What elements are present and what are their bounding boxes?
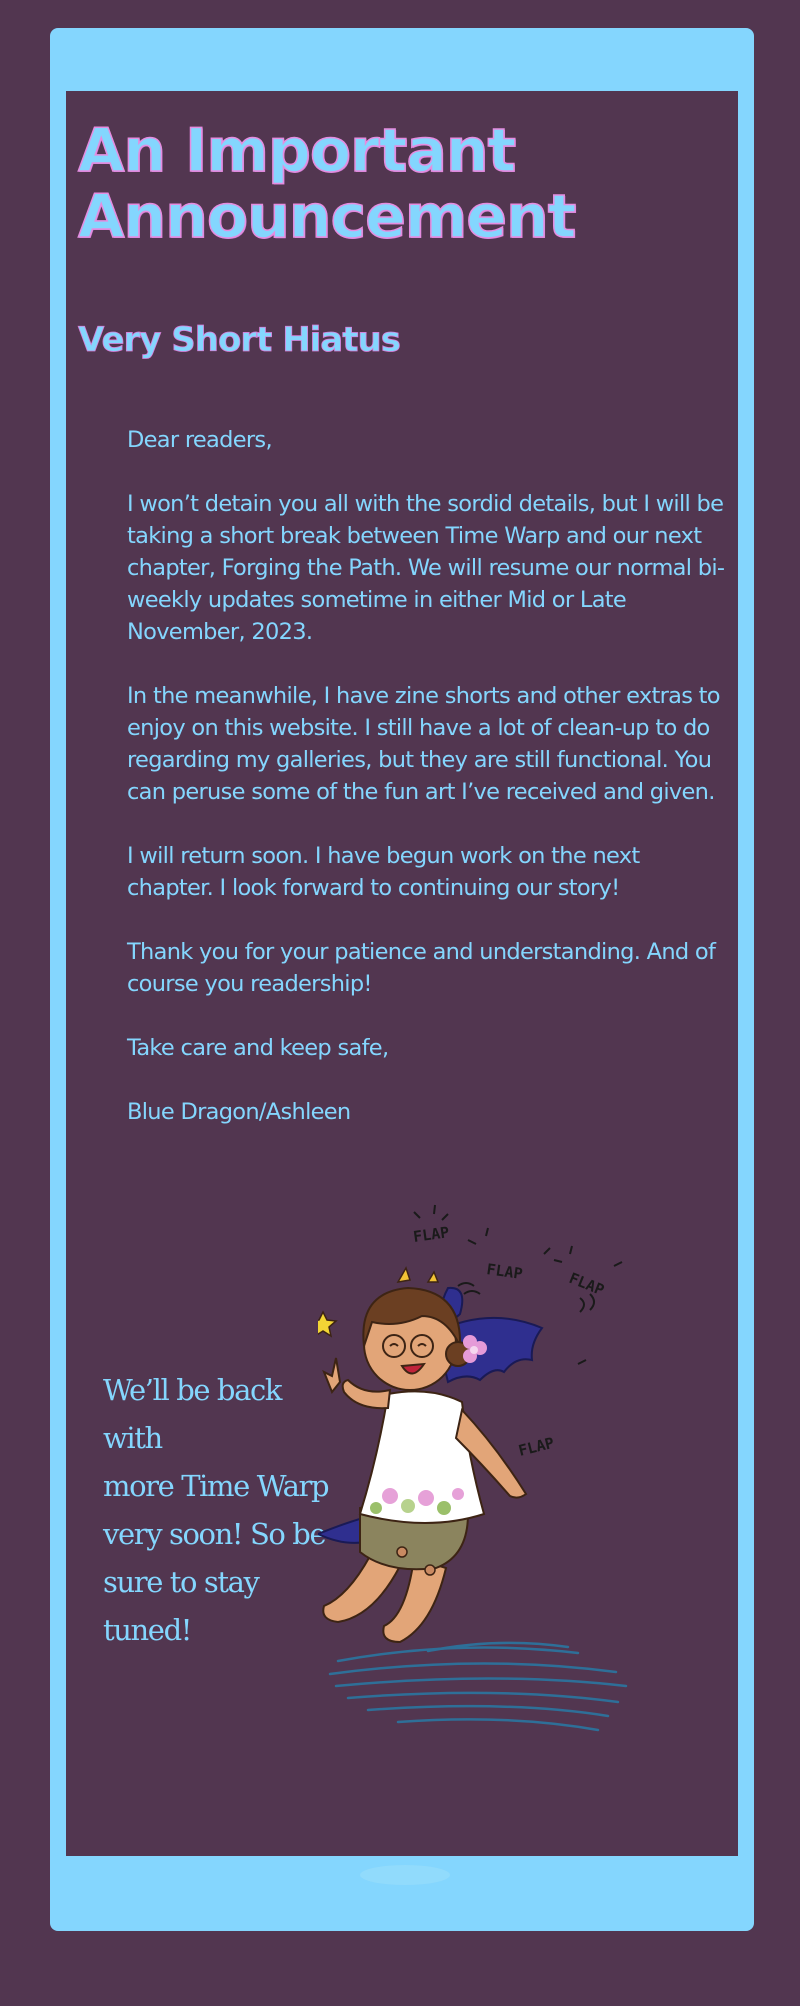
flying-character-illustration [318, 1196, 718, 1736]
letter-paragraph: I won’t detain you all with the sordid details, but I will be taking a short break between Time Warp and our next chapter, Forging the Path. We will resume our normal bi-weekly updates sometime in either Mid or Late November, 2023. [127, 491, 725, 645]
title-line-2: Announcement [78, 182, 576, 252]
flap-sound-effect: FLAP [566, 1269, 607, 1300]
title-line-1: An Important [78, 116, 516, 186]
caption-line: very soon! So be [103, 1517, 326, 1551]
letter-closing: Take care and keep safe, [127, 1035, 389, 1061]
caption-line: tuned! [103, 1613, 191, 1647]
caption-line: We’ll be back with [103, 1373, 282, 1455]
letter-paragraph: In the meanwhile, I have zine shorts and other extras to enjoy on this website. I still have a lot of clean-up to do regarding my galleries, but they are still functional. You can peruse some of the fun art I’ve received and given. [127, 683, 720, 805]
letter-signature: Blue Dragon/Ashleen [127, 1099, 351, 1125]
back-soon-caption [103, 1366, 343, 1654]
caption-line: more Time Warp [103, 1469, 329, 1503]
page-title [78, 118, 575, 250]
bottom-glow [360, 1865, 450, 1885]
star-icon [318, 1312, 336, 1336]
flap-sound-effect: FLAP [516, 1433, 557, 1460]
flap-sound-effect: FLAP [485, 1260, 524, 1283]
letter-greeting: Dear readers, [127, 427, 272, 453]
letter-body [127, 424, 727, 1160]
caption-line: sure to stay [103, 1565, 259, 1599]
letter-paragraph: Thank you for your patience and understanding. And of course you readership! [127, 939, 716, 997]
shadow-scribble [330, 1643, 626, 1730]
subtitle: Very Short Hiatus [78, 320, 400, 360]
flap-sound-effect: FLAP [412, 1223, 451, 1246]
letter-paragraph: I will return soon. I have begun work on the next chapter. I look forward to continuing our story! [127, 843, 640, 901]
